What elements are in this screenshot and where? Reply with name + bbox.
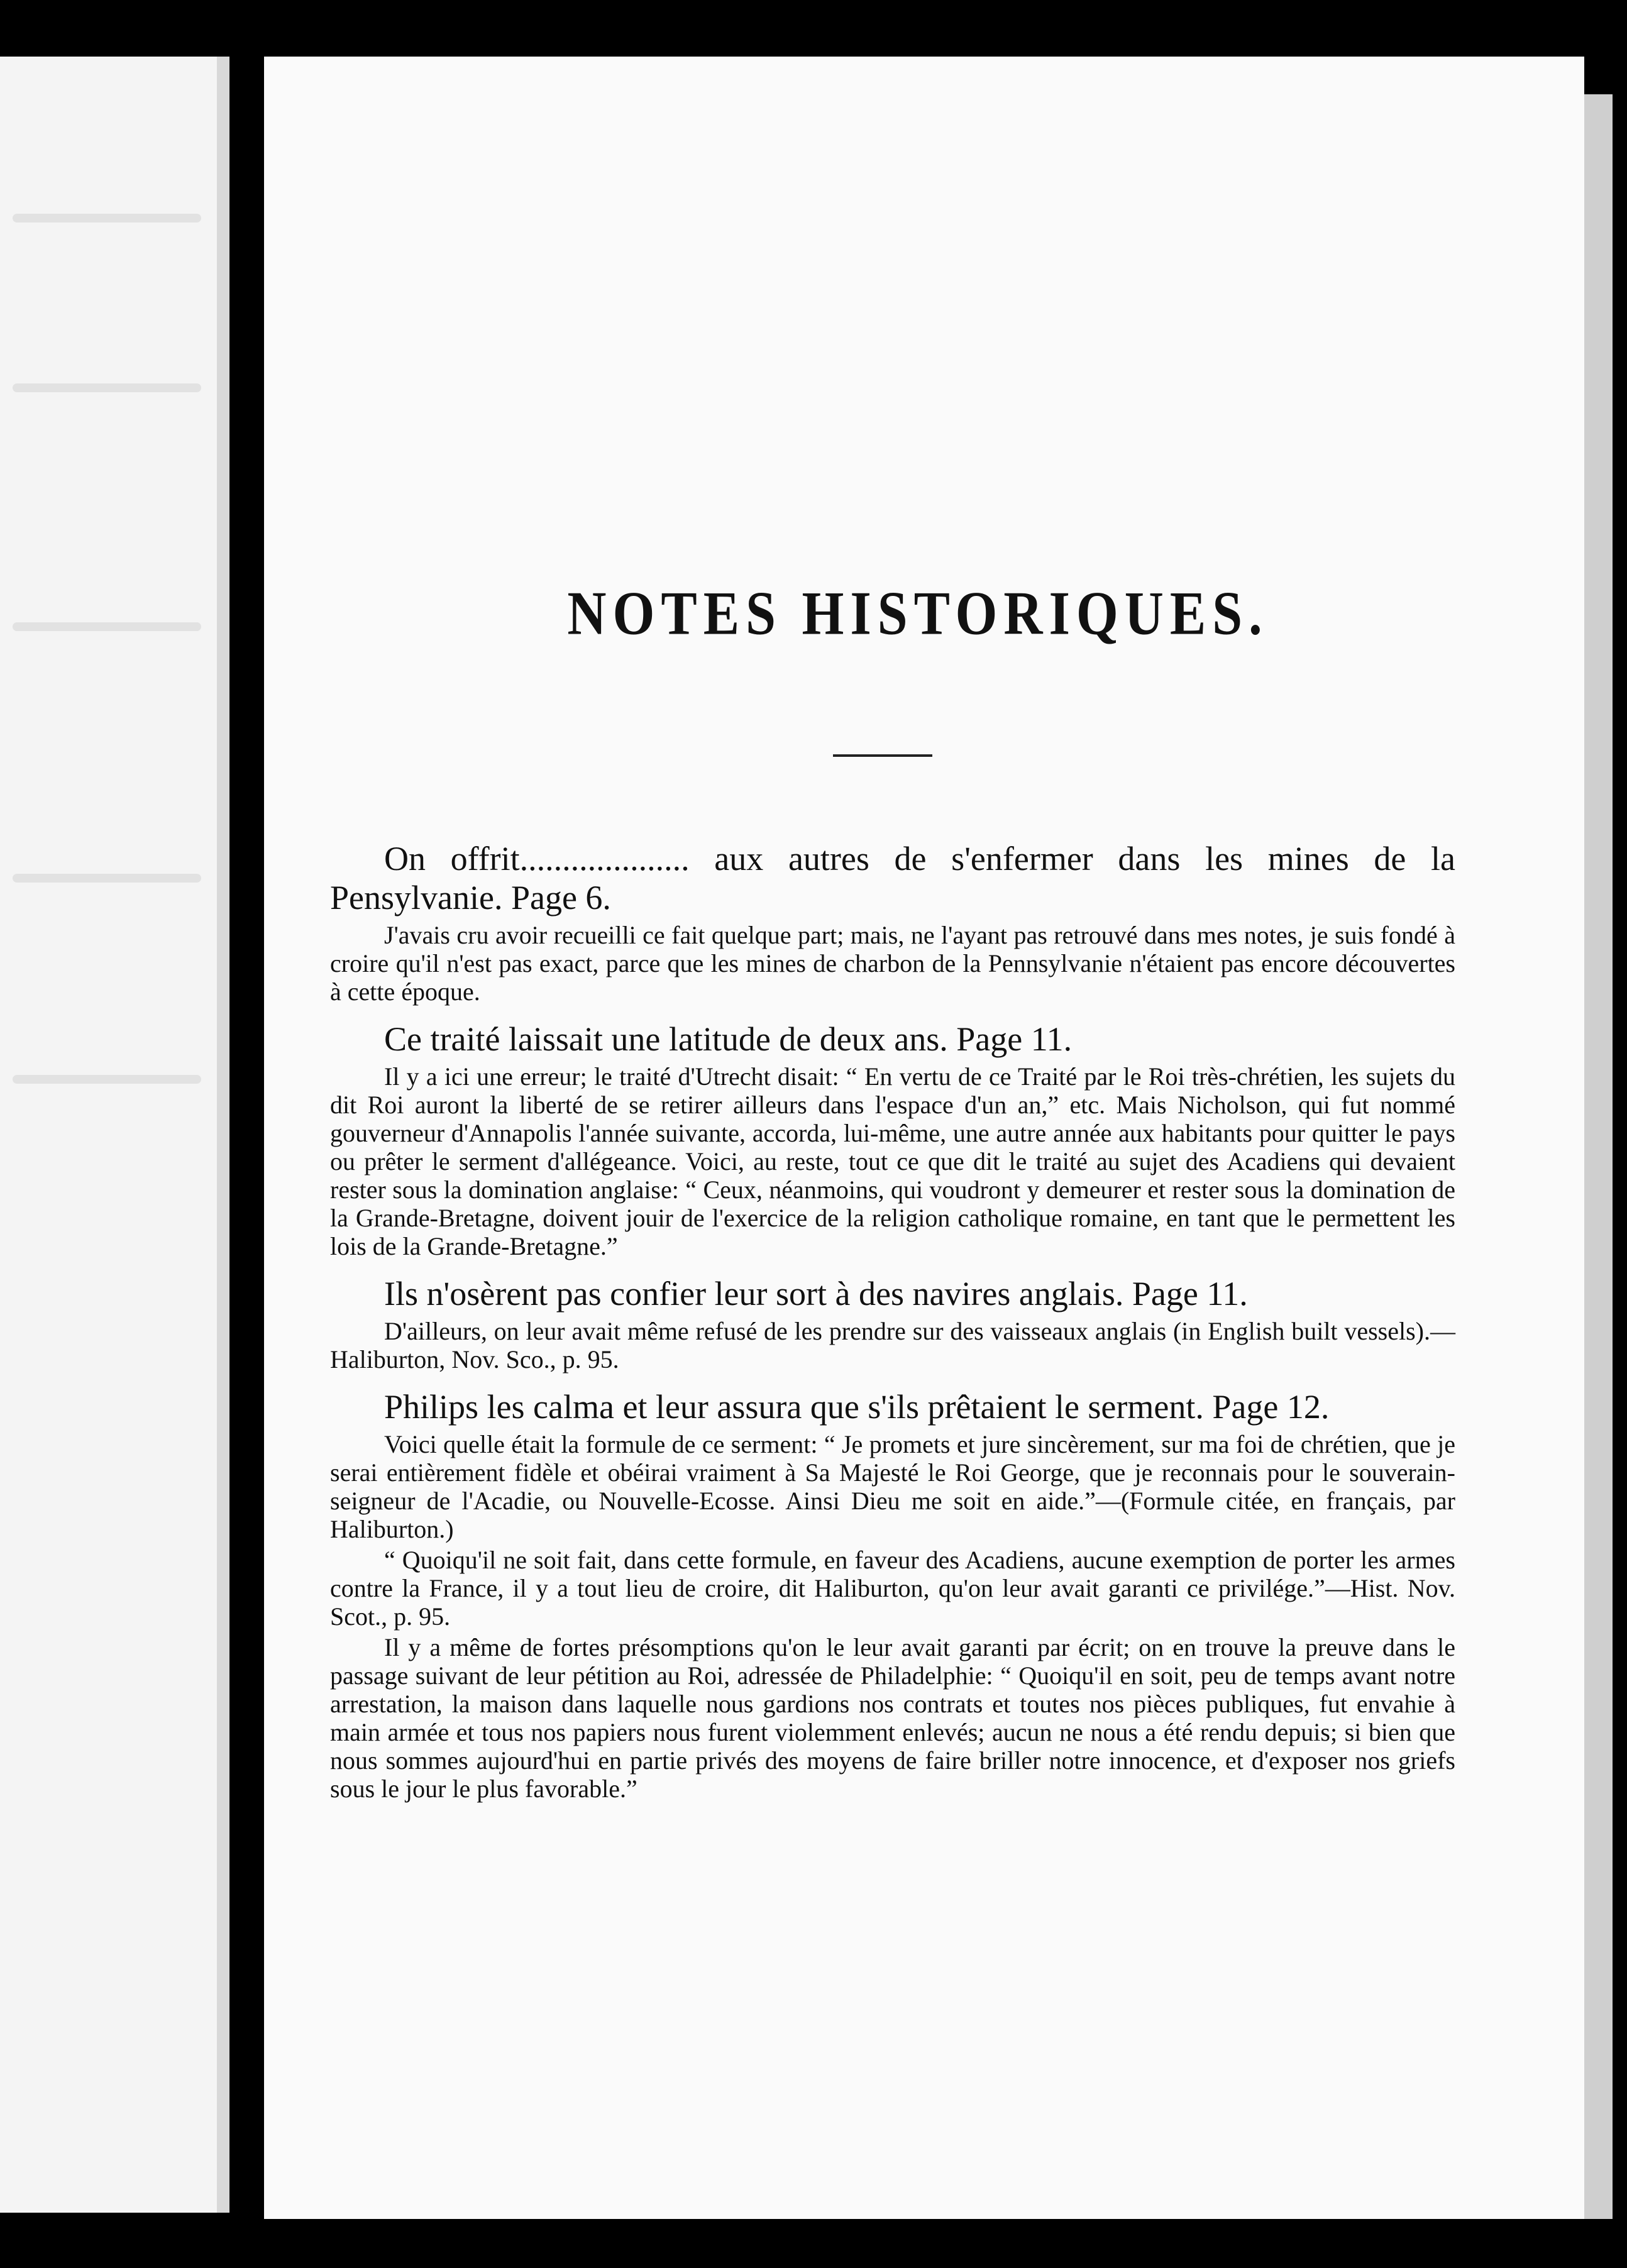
left-page-margin [0, 57, 229, 2213]
note-heading: Philips les calma et leur assura que s'ils prêtaient le serment. Page 12. [384, 1388, 1330, 1426]
ghost-text-line [13, 214, 201, 223]
notes-body [330, 839, 1455, 1817]
note-heading: On offrit.................... aux autres de s'enfermer dans les mines de la Pensylvanie. Page 6. [330, 840, 1455, 917]
ghost-text-line [13, 1075, 201, 1084]
note-paragraph: Il y a même de fortes présomptions qu'on le leur avait garanti par écrit; on en trouve la preuve dans le passage suivant de leur pétition au Roi, adressée de Philadelphie: “ Quoiqu'il en soit, peu de temps avant notre arrestation, la maison dans laquelle nous gardions nos contrats et toutes nos pièces publiques, fut envahie à main armée et tous nos papiers nous furent violemment enlevés; aucun ne nous a été rendu depuis; si bien que nous sommes aujourd'hui en partie privés des moyens de faire briller notre innocence, et d'exposer nos griefs sous le jour le plus favorable.” [330, 1633, 1455, 1803]
note-paragraph: Il y a ici une erreur; le traité d'Utrecht disait: “ En vertu de ce Traité par le Roi très-chrétien, les sujets du dit Roi auront la liberté de se retirer ailleurs dans l'espace d'un an,” etc. Mais Nicholson, qui fut nommé gouverneur d'Annapolis l'année suivante, accorda, lui-même, une autre année aux habitants pour quitter le pays ou prêter le serment d'allégeance. Voici, au reste, tout ce que dit le traité au sujet des Acadiens qui devaient rester sous la domination anglaise: “ Ceux, néanmoins, qui voudront y demeurer et rester sous la domination de la Grande-Bretagne, doivent jouir de l'exercice de la religion catholique romaine, en tant que le permettent les lois de la Grande-Bretagne.” [330, 1062, 1455, 1260]
ghost-text-line [13, 622, 201, 631]
ghost-text-line [13, 383, 201, 392]
book-page [264, 57, 1584, 2219]
note-section [330, 1387, 1455, 1803]
page-stack-edge [1584, 94, 1613, 2219]
note-paragraph: “ Quoiqu'il ne soit fait, dans cette formule, en faveur des Acadiens, aucune exemption de porter les armes contre la France, il y a tout lieu de croire, dit Haliburton, qu'on leur avait garanti ce privilége.”—Hist. Nov. Scot., p. 95. [330, 1546, 1455, 1631]
note-heading: Ce traité laissait une latitude de deux ans. Page 11. [384, 1020, 1073, 1058]
note-paragraph: J'avais cru avoir recueilli ce fait quelque part; mais, ne l'ayant pas retrouvé dans mes notes, je suis fondé à croire qu'il n'est pas exact, parce que les mines de charbon de la Pennsylvanie n'étaient pas encore découvertes à cette époque. [330, 921, 1455, 1006]
note-paragraph: D'ailleurs, on leur avait même refusé de les prendre sur des vaisseaux anglais (in English built vessels).—Haliburton, Nov. Sco., p. 95. [330, 1317, 1455, 1373]
title-divider [833, 754, 932, 757]
note-section [330, 1020, 1455, 1260]
note-paragraph: Voici quelle était la formule de ce serment: “ Je promets et jure sincèrement, sur ma foi de chrétien, que je serai entièrement fidèle et obéirai vraiment à Sa Majesté le Roi George, que je reconnais pour le souverain-seigneur de l'Acadie, ou Nouvelle-Ecosse. Ainsi Dieu me soit en aide.”—(Formule citée, en français, par Haliburton.) [330, 1430, 1455, 1543]
note-heading: Ils n'osèrent pas confier leur sort à des navires anglais. Page 11. [384, 1275, 1248, 1313]
note-section [330, 1274, 1455, 1373]
left-page-edge [217, 57, 229, 2213]
page-title: NOTES HISTORIQUES. [567, 578, 1269, 648]
note-section [330, 839, 1455, 1006]
ghost-text-line [13, 874, 201, 883]
